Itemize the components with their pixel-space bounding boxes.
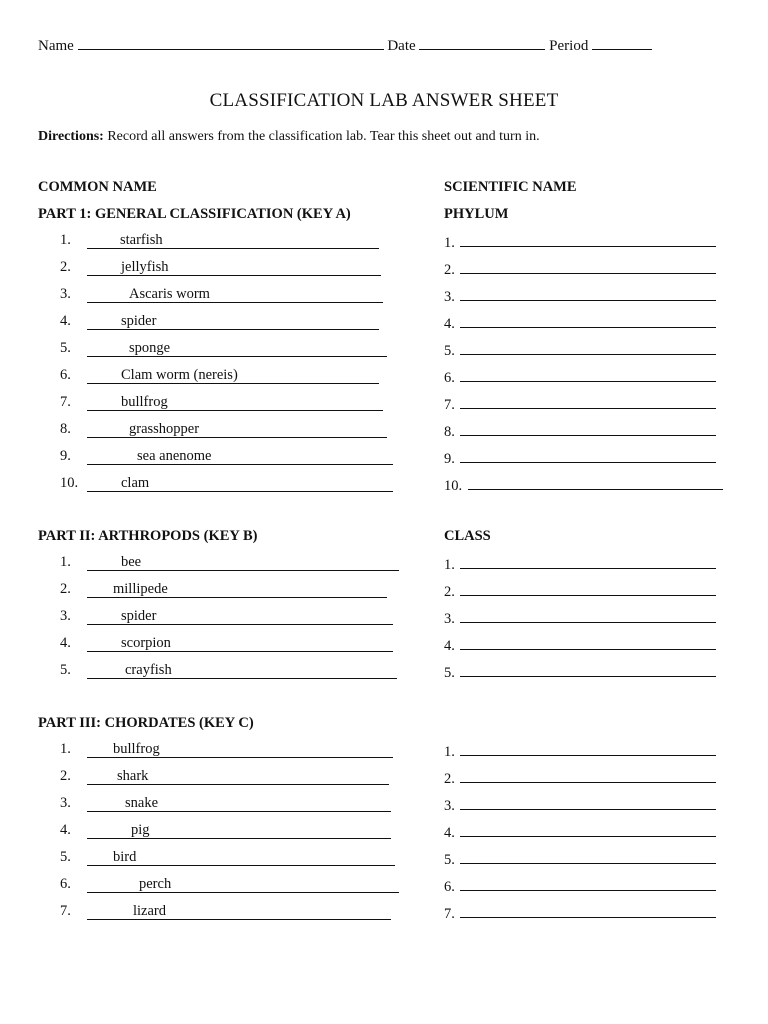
common-name-field[interactable] [87,635,393,652]
common-name: bullfrog [121,394,168,410]
answer-number: 4. [444,825,455,841]
answer-number: 2. [444,262,455,278]
part1-answer-row [444,286,716,306]
item-number: 7. [60,903,71,919]
header-line [38,35,652,55]
scientific-name-field[interactable] [460,903,716,918]
part1-answer-row [444,394,716,414]
part2-answer-row [444,662,716,682]
part2-title: PART II: ARTHROPODS (KEY B) [38,528,258,544]
item-number: 6. [60,367,71,383]
part1-answer-row [444,340,716,360]
answer-number: 3. [444,798,455,814]
item-number: 1. [60,741,71,757]
answer-number: 7. [444,906,455,922]
date-field[interactable] [419,35,545,50]
answer-number: 7. [444,397,455,413]
scientific-name-field[interactable] [460,313,716,328]
common-name-field[interactable] [87,475,393,492]
answer-number: 5. [444,852,455,868]
common-name: jellyfish [121,259,169,275]
page-title: CLASSIFICATION LAB ANSWER SHEET [209,90,559,111]
part3-row [60,795,391,812]
common-name: Ascaris worm [129,286,210,302]
part2-row [60,635,393,652]
common-name-field[interactable] [87,286,383,303]
item-number: 2. [60,259,71,275]
part1-row [60,475,393,492]
common-name-field[interactable] [87,448,393,465]
scientific-name-field[interactable] [460,849,716,864]
scientific-name-field[interactable] [460,581,716,596]
common-name: starfish [120,232,163,248]
part2-answer-row [444,581,716,601]
common-name: snake [125,795,159,811]
item-number: 5. [60,340,71,356]
part2-row [60,608,393,625]
part1-row [60,394,383,411]
scientific-name-field[interactable] [460,554,716,569]
answer-number: 6. [444,879,455,895]
scientific-name-field[interactable] [460,662,716,677]
common-name-field[interactable] [87,554,399,571]
scientific-name-field[interactable] [460,876,716,891]
directions [38,129,540,145]
scientific-name-field[interactable] [460,232,716,247]
part1-answer-row [444,475,723,495]
common-name: scorpion [121,635,171,651]
scientific-name-field[interactable] [460,608,716,623]
scientific-name-field[interactable] [468,475,723,490]
common-name: spider [121,608,157,624]
scientific-name-field[interactable] [460,394,716,409]
scientific-name-field[interactable] [460,286,716,301]
scientific-name-field[interactable] [460,340,716,355]
part3-answer-row [444,822,716,842]
common-name-field[interactable] [87,367,379,384]
part1-answer-row [444,421,716,441]
part1-row [60,286,383,303]
item-number: 6. [60,876,71,892]
part3-row [60,741,393,758]
common-name-field[interactable] [87,903,391,920]
part1-row [60,313,379,330]
common-name: sea anenome [137,448,212,464]
common-name: spider [121,313,157,329]
answer-number: 2. [444,771,455,787]
part2-right-title: CLASS [444,528,491,544]
part1-right-title: PHYLUM [444,206,509,222]
scientific-name-field[interactable] [460,741,716,756]
common-name: Clam worm (nereis) [121,367,238,383]
common-name: lizard [133,903,167,919]
part3-row [60,849,395,866]
answer-number: 1. [444,235,455,251]
common-name: perch [139,876,172,892]
part3-answer-row [444,768,716,788]
item-number: 4. [60,822,71,838]
scientific-name-field[interactable] [460,795,716,810]
common-name-field[interactable] [87,741,393,758]
part3-answer-row [444,741,716,761]
common-name-field[interactable] [87,822,391,839]
answer-number: 5. [444,343,455,359]
answer-number: 4. [444,316,455,332]
common-name-field[interactable] [87,394,383,411]
answer-number: 9. [444,451,455,467]
common-name-field[interactable] [87,232,379,249]
scientific-name-field[interactable] [460,259,716,274]
answer-number: 1. [444,744,455,760]
common-name: pig [131,822,150,838]
item-number: 2. [60,768,71,784]
directions-label: Directions: [38,129,104,144]
scientific-name-field[interactable] [460,635,716,650]
part3-answer-row [444,849,716,869]
item-number: 3. [60,608,71,624]
answer-number: 2. [444,584,455,600]
part3-answer-row [444,795,716,815]
common-name: bullfrog [113,741,160,757]
item-number: 1. [60,232,71,248]
common-name-field[interactable] [87,581,387,598]
part1-answer-row [444,313,716,333]
column-header-common: COMMON NAME [38,179,157,195]
answer-number: 10. [444,478,463,494]
answer-number: 4. [444,638,455,654]
item-number: 5. [60,849,71,865]
common-name-field[interactable] [87,259,381,276]
part1-row [60,367,379,384]
part2-answer-row [444,635,716,655]
scientific-name-field[interactable] [460,448,716,463]
item-number: 4. [60,313,71,329]
scientific-name-field[interactable] [460,822,716,837]
column-header-scientific: SCIENTIFIC NAME [444,179,577,195]
answer-number: 8. [444,424,455,440]
part2-answer-row [444,608,716,628]
part3-row [60,876,399,893]
part3-answer-row [444,876,716,896]
part2-row [60,662,397,679]
item-number: 5. [60,662,71,678]
common-name-field[interactable] [87,876,399,893]
name-field[interactable] [78,35,384,50]
common-name-field[interactable] [87,313,379,330]
item-number: 3. [60,795,71,811]
common-name: bee [121,554,142,570]
common-name-field[interactable] [87,768,389,785]
answer-number: 5. [444,665,455,681]
common-name-field[interactable] [87,608,393,625]
item-number: 7. [60,394,71,410]
common-name: bird [113,849,137,865]
scientific-name-field[interactable] [460,421,716,436]
part1-row [60,232,379,249]
item-number: 8. [60,421,71,437]
part3-row [60,768,389,785]
name-label: Name [38,38,74,54]
common-name: millipede [113,581,168,597]
part2-row [60,581,387,598]
answer-number: 3. [444,611,455,627]
part1-answer-row [444,448,716,468]
scientific-name-field[interactable] [460,367,716,382]
item-number: 10. [60,475,79,491]
date-label: Date [387,38,416,54]
common-name: shark [117,768,149,784]
part1-row [60,448,393,465]
part1-row [60,340,387,357]
item-number: 2. [60,581,71,597]
part1-row [60,421,387,438]
part1-answer-row [444,259,716,279]
answer-number: 6. [444,370,455,386]
common-name: sponge [129,340,171,356]
part3-row [60,822,391,839]
part2-row [60,554,399,571]
common-name-field[interactable] [87,849,395,866]
answer-number: 3. [444,289,455,305]
part3-row [60,903,391,920]
part3-title: PART III: CHORDATES (KEY C) [38,715,254,731]
scientific-name-field[interactable] [460,768,716,783]
period-label: Period [549,38,589,54]
common-name-field[interactable] [87,340,387,357]
item-number: 1. [60,554,71,570]
common-name: crayfish [125,662,172,678]
part2-answer-row [444,554,716,574]
part1-answer-row [444,232,716,252]
common-name-field[interactable] [87,662,397,679]
item-number: 3. [60,286,71,302]
common-name: clam [121,475,150,491]
part1-row [60,259,381,276]
part1-title: PART 1: GENERAL CLASSIFICATION (KEY A) [38,206,351,222]
answer-number: 1. [444,557,455,573]
item-number: 9. [60,448,71,464]
part3-answer-row [444,903,716,923]
period-field[interactable] [592,35,652,50]
common-name-field[interactable] [87,421,387,438]
common-name-field[interactable] [87,795,391,812]
common-name: grasshopper [129,421,200,437]
part1-answer-row [444,367,716,387]
item-number: 4. [60,635,71,651]
directions-text: Record all answers from the classification lab. Tear this sheet out and turn in. [107,129,540,144]
